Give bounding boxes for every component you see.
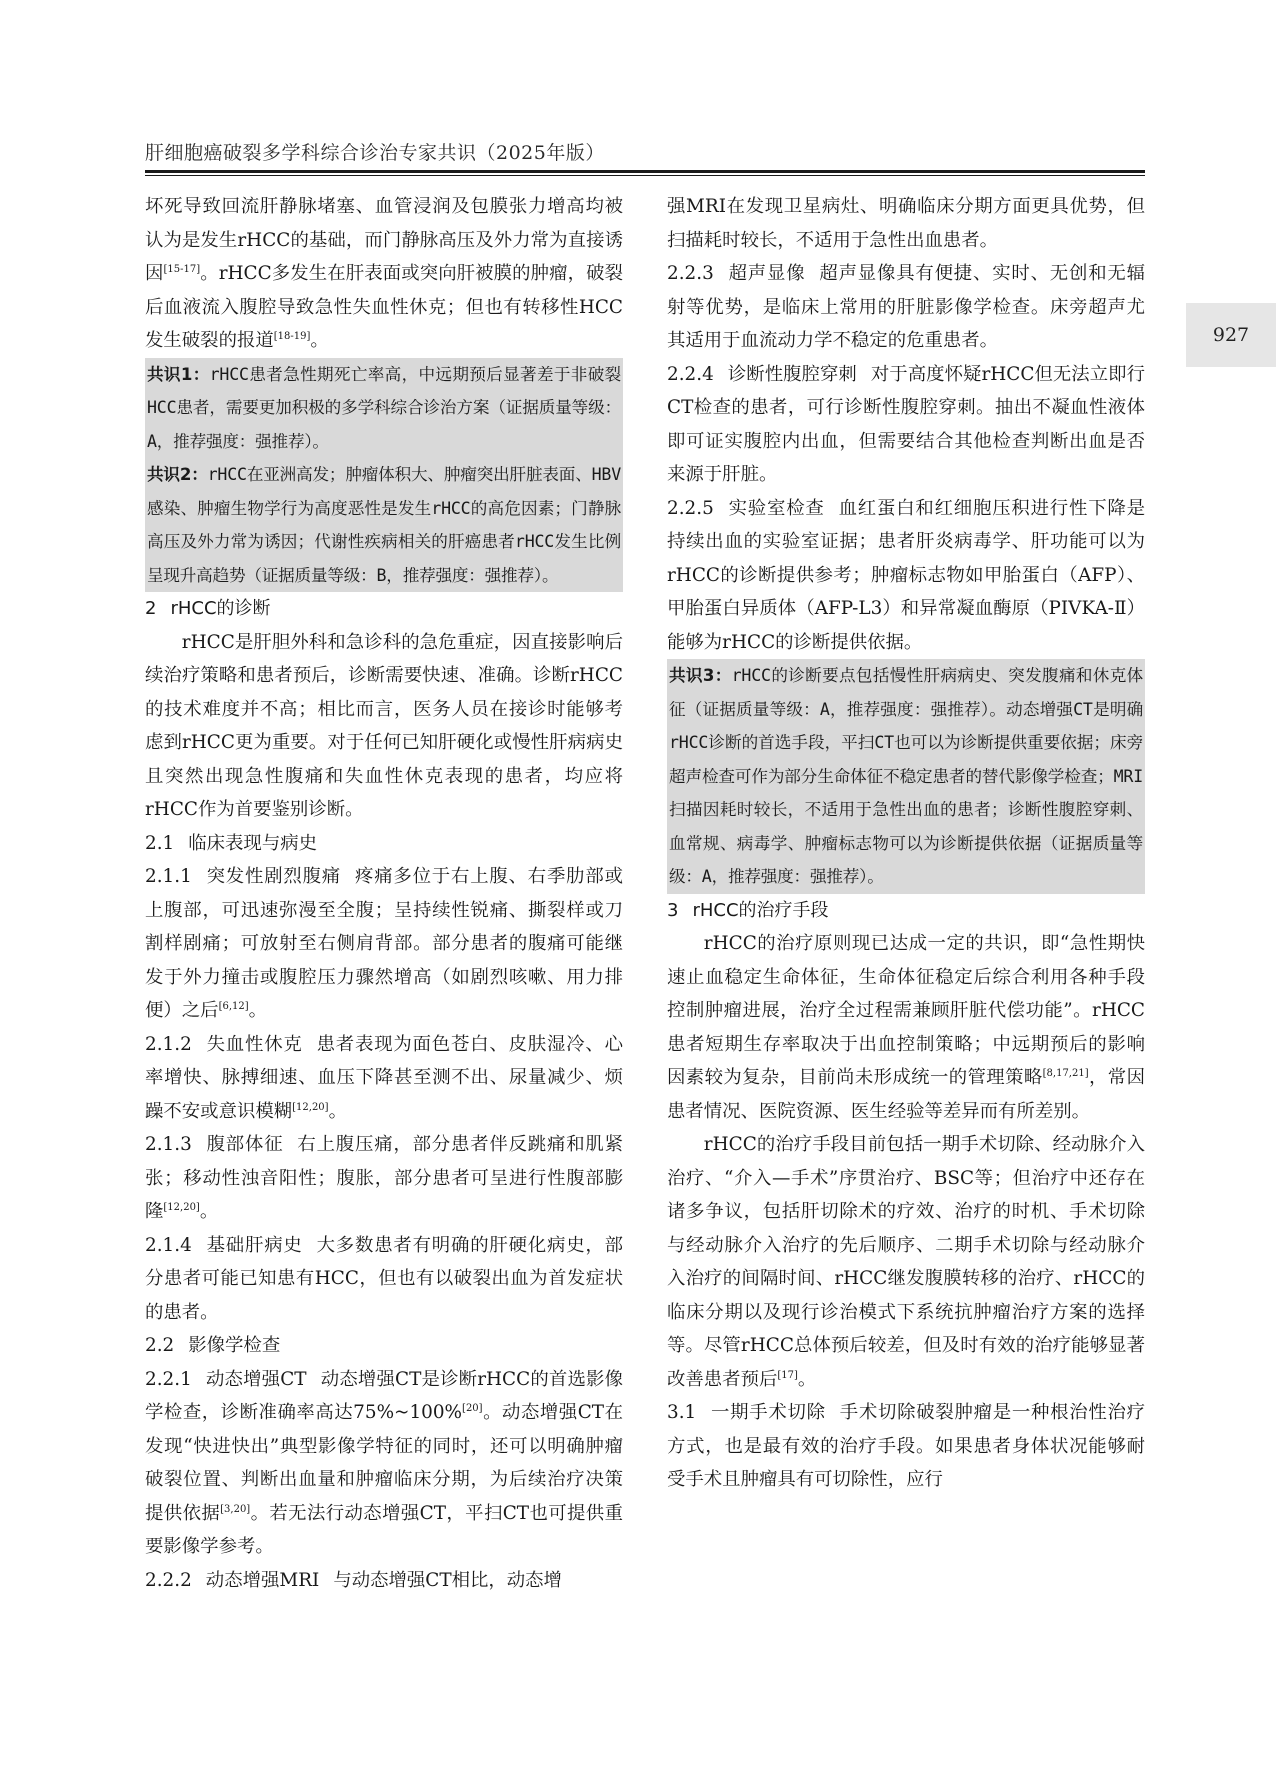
- left-column: [145, 190, 623, 1597]
- subsection-2-1-4: 2.1.4 基础肝病史 大多数患者有明确的肝硬化病史，部分患者可能已知患有HCC，但也有以破裂出血为首发症状的患者。: [145, 1234, 623, 1323]
- consensus-label: 共识3：: [669, 666, 732, 685]
- subsection-2-2-2: 2.2.2 动态增强MRI 与动态增强CT相比，动态增: [145, 1569, 562, 1591]
- page-number-tab: [1186, 303, 1276, 367]
- section-heading-2: 2 rHCC的诊断: [145, 598, 271, 619]
- running-header: 肝细胞癌破裂多学科综合诊治专家共识（2025年版）: [145, 142, 605, 164]
- subsection-3-1: 3.1 一期手术切除 手术切除破裂肿瘤是一种根治性治疗方式，也是最有效的治疗手段。如果患者身体状况能够耐受手术且肿瘤具有可切除性，应行: [667, 1402, 1145, 1490]
- subsection-2-1-2: 2.1.2 失血性休克 患者表现为面色苍白、皮肤湿冷、心率增快、脉搏细速、血压下降甚至测不出、尿量减少、烦躁不安或意识模糊[12,20]。: [145, 1033, 623, 1122]
- page-number: 927: [1212, 324, 1250, 346]
- subsection-2-2-5: 2.2.5 实验室检查 血红蛋白和红细胞压积进行性下降是持续出血的实验室证据；患者肝炎病毒学、肝功能可以为rHCC的诊断提供参考；肿瘤标志物如甲胎蛋白（AFP）、甲胎蛋白异质体（AFP-L3）和异常凝血酶原（PIVKA-Ⅱ）能够为rHCC的诊断提供依据。: [667, 497, 1145, 653]
- subsection-2-1-3: 2.1.3 腹部体征 右上腹压痛，部分患者伴反跳痛和肌紧张；移动性浊音阳性；腹胀，部分患者可呈进行性腹部膨隆[12,20]。: [145, 1134, 623, 1222]
- header-rule: [145, 170, 1145, 173]
- citation: [17]: [777, 1369, 798, 1381]
- right-column: [667, 190, 1145, 1497]
- paragraph: rHCC是肝胆外科和急诊科的急危重症，因直接影响后续治疗策略和患者预后，诊断需要快速、准确。诊断rHCC的技术难度并不高；相比而言，医务人员在接诊时能够考虑到rHCC更为重要。对于任何已知肝硬化或慢性肝病病史且突然出现急性腹痛和失血性休克表现的患者，均应将rHCC作为首要鉴别诊断。: [145, 631, 623, 820]
- paragraph: rHCC的治疗手段目前包括一期手术切除、经动脉介入治疗、“介入—手术”序贯治疗、BSC等；但治疗中还存在诸多争议，包括肝切除术的疗效、治疗的时机、手术切除与经动脉介入治疗的先后顺序、二期手术切除与经动脉介入治疗的间隔时间、rHCC继发腹膜转移的治疗、rHCC的临床分期以及现行诊治模式下系统抗肿瘤治疗方案的选择等。尽管rHCC总体预后较差，但及时有效的治疗能够显著改善患者预后[17]。: [667, 1134, 1145, 1390]
- subsection-2-1-1: 2.1.1 突发性剧烈腹痛 疼痛多位于右上腹、右季肋部或上腹部，可迅速弥漫至全腹；呈持续性锐痛、撕裂样或刀割样剧痛；可放射至右侧肩背部。部分患者的腹痛可能继发于外力撞击或腹腔压力骤然增高（如剧烈咳嗽、用力排便）之后[6,12]。: [145, 866, 623, 1021]
- subsection-2-2-3: 2.2.3 超声显像 超声显像具有便捷、实时、无创和无辐射等优势，是临床上常用的肝脏影像学检查。床旁超声尤其适用于血流动力学不稳定的危重患者。: [667, 263, 1145, 351]
- citation: [20]: [462, 1402, 483, 1414]
- citation: [8,17,21]: [1042, 1067, 1089, 1079]
- subsection-heading-2-2: 2.2 影像学检查: [145, 1335, 281, 1356]
- consensus-label: 共识1：: [147, 364, 210, 384]
- subsection-2-2-1: 2.2.1 动态增强CT 动态增强CT是诊断rHCC的首选影像学检查，诊断准确率高达75%~100%[20]。动态增强CT在发现“快进快出”典型影像学特征的同时，还可以明确肿瘤破裂位置、判断出血量和肿瘤临床分期，为后续治疗决策提供依据[3,20]。若无法行动态增强CT，平扫CT也可提供重要影像学参考。: [145, 1368, 624, 1557]
- paragraph-continued: 强MRI在发现卫星病灶、明确临床分期方面更具优势，但扫描耗时较长，不适用于急性出血患者。: [667, 196, 1145, 251]
- subsection-2-2-4: 2.2.4 诊断性腹腔穿刺 对于高度怀疑rHCC但无法立即行CT检查的患者，可行诊断性腹腔穿刺。抽出不凝血性液体即可证实腹腔内出血，但需要结合其他检查判断出血是否来源于肝脏。: [667, 363, 1145, 485]
- paragraph: rHCC的治疗原则现已达成一定的共识，即“急性期快速止血稳定生命体征，生命体征稳定后综合利用各种手段控制肿瘤进展，治疗全过程需兼顾肝脏代偿功能”。rHCC患者短期生存率取决于出血控制策略；中远期预后的影响因素较为复杂，目前尚未形成统一的管理策略[8,17,21]，常因患者情况、医院资源、医生经验等差异而有所差别。: [667, 933, 1145, 1122]
- citation: [12,20]: [163, 1201, 200, 1213]
- consensus-label: 共识2：: [147, 465, 208, 484]
- citation: [12,20]: [292, 1101, 329, 1113]
- consensus-2-box: 共识2：rHCC在亚洲高发；肿瘤体积大、肿瘤突出肝脏表面、HBV感染、肿瘤生物学行为高度恶性是发生rHCC的高危因素；门静脉高压及外力常为诱因；代谢性疾病相关的肝癌患者rHCC发生比例呈现升高趋势（证据质量等级：B，推荐强度：强推荐）。: [145, 458, 623, 592]
- consensus-1-box: 共识1：rHCC患者急性期死亡率高，中远期预后显著差于非破裂HCC患者，需要更加积极的多学科综合诊治方案（证据质量等级：A，推荐强度：强推荐）。: [145, 358, 623, 459]
- citation: [3,20]: [220, 1503, 251, 1515]
- subsection-heading-2-1: 2.1 临床表现与病史: [145, 832, 317, 854]
- consensus-3-box: 共识3：rHCC的诊断要点包括慢性肝病病史、突发腹痛和休克体征（证据质量等级：A，推荐强度：强推荐）。动态增强CT是明确rHCC诊断的首选手段，平扫CT也可以为诊断提供重要依据；床旁超声检查可作为部分生命体征不稳定患者的替代影像学检查；MRI扫描因耗时较长，不适用于急性出血的患者；诊断性腹腔穿刺、血常规、病毒学、肿瘤标志物可以为诊断提供依据（证据质量等级：A，推荐强度：强推荐）。: [667, 659, 1145, 894]
- citation: [6,12]: [218, 1000, 249, 1012]
- citation: [15-17]: [163, 263, 201, 275]
- citation: [18-19]: [273, 330, 311, 342]
- section-heading-3: 3 rHCC的治疗手段: [667, 899, 829, 921]
- header-rule-thin: [145, 175, 1145, 176]
- paragraph-intro: 坏死导致回流肝静脉堵塞、血管浸润及包膜张力增高均被认为是发生rHCC的基础，而门静脉高压及外力常为直接诱因[15-17]。rHCC多发生在肝表面或突向肝被膜的肿瘤，破裂后血液流入腹腔导致急性失血性休克；但也有转移性HCC发生破裂的报道[18-19]。: [145, 196, 623, 351]
